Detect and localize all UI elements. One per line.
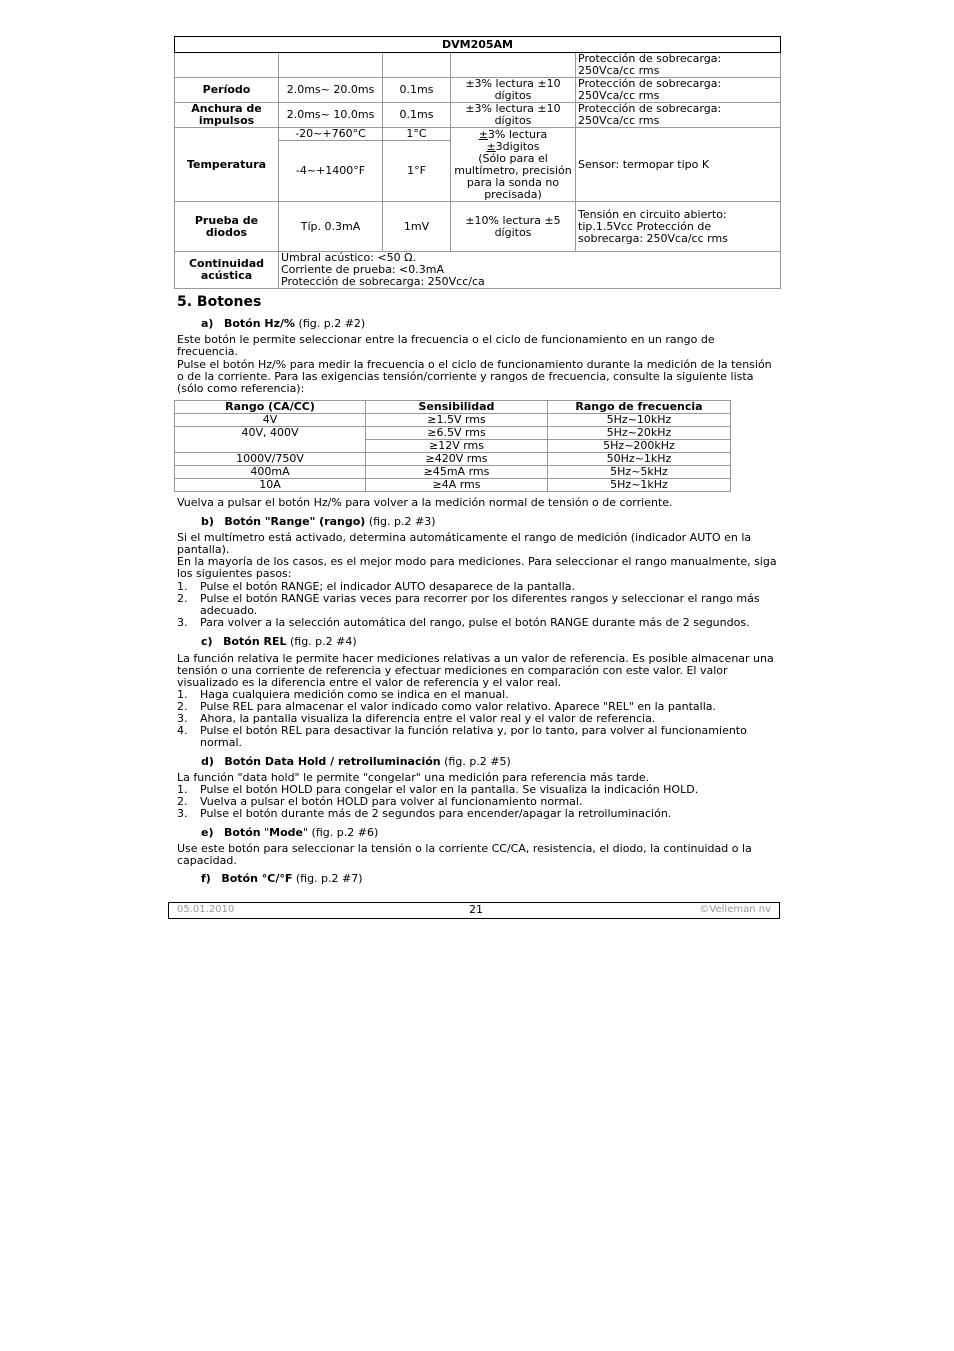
subsection-e-title xyxy=(201,826,378,839)
subsection-letter: d) xyxy=(201,755,214,768)
subsection-title-bold: Mode xyxy=(269,826,303,839)
subsection-title-bold: Botón Hz/% xyxy=(223,317,296,330)
table-cell: 5Hz~1kHz xyxy=(548,479,731,492)
accuracy-temperatura xyxy=(451,128,576,202)
accuracy-temp-line2: 3digitos xyxy=(495,139,540,153)
continuidad-line: Corriente de prueba: <0.3mA xyxy=(281,263,445,276)
figure-ref: (fig. p.2 #7) xyxy=(292,872,363,885)
spec-table-header: DVM205AM xyxy=(175,37,781,53)
accuracy-diodos: ±10% lectura ±5 dígitos xyxy=(451,202,576,252)
table-row xyxy=(175,479,731,492)
paragraph: Este botón le permite seleccionar entre la frecuencia o el ciclo de funcionamiento en un rango de frecuencia. xyxy=(177,333,715,358)
column-header: Sensibilidad xyxy=(366,401,548,414)
section-title: 5. Botones xyxy=(177,294,262,310)
paragraph: La función relativa le permite hacer mediciones relativas a un valor de referencia. Es posible almacenar una tensión o una corriente de referencia y efectuar mediciones en comparación con este valor. El valor visualizado es la diferencia entre el valor de referencia y el valor real. xyxy=(177,652,774,689)
list-item: 3. Pulse el botón durante más de 2 segundos para encender/apagar la retroiluminación. xyxy=(177,807,672,820)
subsection-d-title xyxy=(201,755,511,768)
list-item: 2. Pulse el botón RANGE varias veces para recorrer por los diferentes rangos y seleccionar el rango más adecuado. xyxy=(177,592,760,617)
subsection-letter: e) xyxy=(201,826,214,839)
table-row xyxy=(175,414,731,427)
table-cell: 40V, 400V xyxy=(175,427,366,453)
resolution-periodo: 0.1ms xyxy=(383,78,451,103)
note-periodo: Protección de sobrecarga: 250Vca/cc rms xyxy=(576,78,781,103)
subsection-letter: c) xyxy=(201,635,213,648)
table-cell: 1000V/750V xyxy=(175,453,366,466)
subsection-title-bold: Botón REL xyxy=(223,635,287,648)
list-item: 4. Pulse el botón REL para desactivar la función relativa y, por lo tanto, para volver al funcionamiento normal. xyxy=(177,724,747,749)
subsection-letter: b) xyxy=(201,515,214,528)
subsection-a-title xyxy=(201,317,365,330)
figure-ref: (fig. p.2 #4) xyxy=(286,635,357,648)
row-label-anchura: Anchura de impulsos xyxy=(175,103,279,128)
plus-minus-sign: ± xyxy=(486,139,496,153)
row-label-continuidad: Continuidad acústica xyxy=(175,252,279,289)
numbered-list xyxy=(177,689,777,749)
row-label-temperatura: Temperatura xyxy=(175,128,279,202)
subsection-letter: f) xyxy=(201,872,211,885)
spec-table xyxy=(174,36,781,289)
list-item: 2. Vuelva a pulsar el botón HOLD para volver al funcionamiento normal. xyxy=(177,795,583,808)
range-periodo: 2.0ms~ 20.0ms xyxy=(279,78,383,103)
subsection-title-bold: Botón "Range" (rango) xyxy=(224,515,366,528)
range-anchura: 2.0ms~ 10.0ms xyxy=(279,103,383,128)
frequency-table xyxy=(174,400,731,492)
table-cell: 400mA xyxy=(175,466,366,479)
list-item: 1. Haga cualquiera medición como se indica en el manual. xyxy=(177,688,509,701)
page-number: 21 xyxy=(469,903,483,916)
figure-ref: (fig. p.2 #2) xyxy=(295,317,366,330)
numbered-list xyxy=(177,784,777,820)
list-item: 3. Para volver a la selección automática del rango, pulse el botón RANGE durante más de 2 segundos. xyxy=(177,616,750,629)
table-cell: ≥420V rms xyxy=(366,453,548,466)
overload-note: Protección de sobrecarga: 250Vca/cc rms xyxy=(576,53,781,78)
note-temperatura: Sensor: termopar tipo K xyxy=(576,128,781,202)
paragraph: En la mayoría de los casos, es el mejor modo para mediciones. Para seleccionar el rango manualmente, siga los siguientes pasos: xyxy=(177,555,777,580)
table-cell: 5Hz~10kHz xyxy=(548,414,731,427)
quote-mark: " xyxy=(260,826,270,839)
table-cell: 10A xyxy=(175,479,366,492)
resolution-diodos: 1mV xyxy=(383,202,451,252)
table-row xyxy=(175,427,731,440)
table-cell: 50Hz~1kHz xyxy=(548,453,731,466)
subsection-title-bold: Botón Data Hold / retroiluminación xyxy=(224,755,441,768)
continuidad-line: Umbral acústico: <50 Ω. xyxy=(281,251,417,264)
table-cell: 4V xyxy=(175,414,366,427)
accuracy-temp-line1: 3% lectura xyxy=(487,127,548,141)
table-cell: ≥1.5V rms xyxy=(366,414,548,427)
plus-minus-sign: ± xyxy=(478,127,488,141)
column-header: Rango (CA/CC) xyxy=(175,401,366,414)
table-cell: 5Hz~20kHz xyxy=(548,427,731,440)
numbered-list xyxy=(177,581,777,629)
footer-date: 05.01.2010 xyxy=(177,904,235,915)
paragraph: Si el multímetro está activado, determina automáticamente el rango de medición (indicador AUTO en la pantalla). xyxy=(177,531,752,556)
accuracy-anchura: ±3% lectura ±10 dígitos xyxy=(451,103,576,128)
table-cell: ≥45mA rms xyxy=(366,466,548,479)
range-temp-c: -20~+760°C xyxy=(279,128,383,141)
subsection-title-bold: Botón xyxy=(224,826,261,839)
continuidad-line: Protección de sobrecarga: 250Vcc/ca xyxy=(281,275,485,288)
figure-ref: " (fig. p.2 #6) xyxy=(303,826,379,839)
footer-copyright: ©Velleman nv xyxy=(699,904,771,915)
subsection-letter: a) xyxy=(201,317,214,330)
table-cell: ≥6.5V rms xyxy=(366,427,548,440)
resolution-temp-c: 1°C xyxy=(383,128,451,141)
table-cell: ≥4A rms xyxy=(366,479,548,492)
list-item: 1. Pulse el botón RANGE; el indicador AUTO desaparece de la pantalla. xyxy=(177,580,575,593)
table-row xyxy=(175,466,731,479)
accuracy-periodo: ±3% lectura ±10 dígitos xyxy=(451,78,576,103)
table-row xyxy=(175,453,731,466)
resolution-anchura: 0.1ms xyxy=(383,103,451,128)
row-label-diodos: Prueba de diodos xyxy=(175,202,279,252)
range-temp-f: -4~+1400°F xyxy=(279,141,383,202)
column-header: Rango de frecuencia xyxy=(548,401,731,414)
paragraph: Pulse el botón Hz/% para medir la frecuencia o el ciclo de funcionamiento durante la medición de la tensión o de la corriente. Para las exigencias tensión/corriente y rangos de frecuencia, consulte la siguiente lista (sólo como referencia): xyxy=(177,358,772,395)
subsection-f-title xyxy=(201,872,363,885)
paragraph: La función "data hold" le permite "congelar" una medición para referencia más tarde. xyxy=(177,771,650,784)
resolution-temp-f: 1°F xyxy=(383,141,451,202)
list-item: 1. Pulse el botón HOLD para congelar el valor en la pantalla. Se visualiza la indicación HOLD. xyxy=(177,783,699,796)
figure-ref: (fig. p.2 #5) xyxy=(440,755,511,768)
subsection-c-title xyxy=(201,635,357,648)
row-label-periodo: Período xyxy=(175,78,279,103)
table-cell: 5Hz~200kHz xyxy=(548,440,731,453)
table-cell: 5Hz~5kHz xyxy=(548,466,731,479)
note-anchura: Protección de sobrecarga: 250Vca/cc rms xyxy=(576,103,781,128)
paragraph: Use este botón para seleccionar la tensión o la corriente CC/CA, resistencia, el diodo, la continuidad o la capacidad. xyxy=(177,842,752,867)
table-cell: ≥12V rms xyxy=(366,440,548,453)
page-footer xyxy=(168,902,780,919)
continuidad-details xyxy=(279,252,781,289)
accuracy-temp-line3: (Sólo para el multímetro, precisión para la sonda no precisada) xyxy=(454,151,572,201)
figure-ref: (fig. p.2 #3) xyxy=(365,515,436,528)
note-diodos: Tensión en circuito abierto: tip.1.5Vcc Protección de sobrecarga: 250Vca/cc rms xyxy=(576,202,781,252)
subsection-title-bold: Botón °C/°F xyxy=(221,872,293,885)
paragraph: Vuelva a pulsar el botón Hz/% para volver a la medición normal de tensión o de corriente. xyxy=(177,496,673,509)
subsection-b-title xyxy=(201,515,436,528)
list-item: 2. Pulse REL para almacenar el valor indicado como valor relativo. Aparece "REL" en la pantalla. xyxy=(177,700,717,713)
list-item: 3. Ahora, la pantalla visualiza la diferencia entre el valor real y el valor de referencia. xyxy=(177,712,656,725)
range-diodos: Típ. 0.3mA xyxy=(279,202,383,252)
